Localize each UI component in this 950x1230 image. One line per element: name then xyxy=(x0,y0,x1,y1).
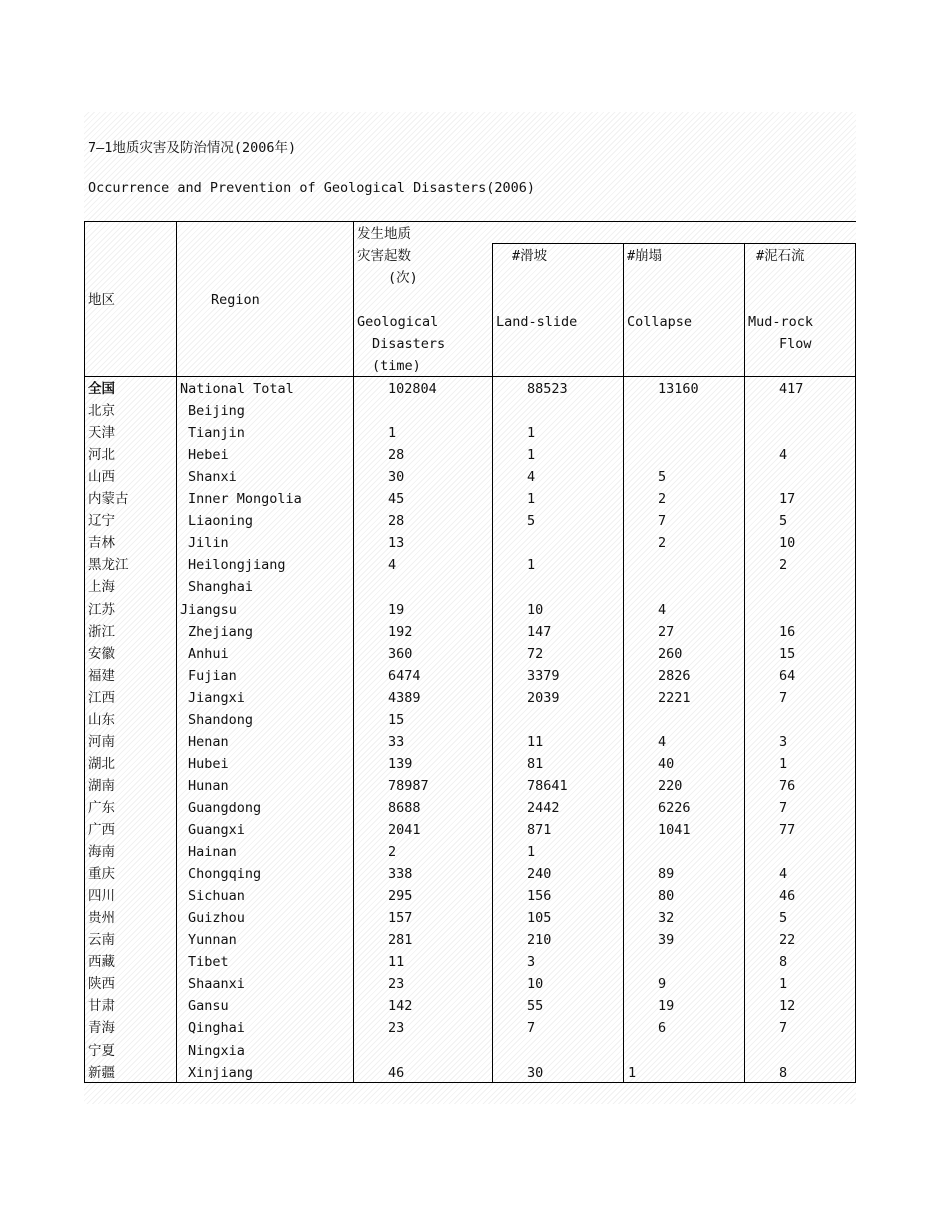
geo-disasters-cell: 139 xyxy=(388,755,413,772)
region-cn-cell: 山东 xyxy=(88,711,115,728)
header-region-en: Region xyxy=(211,292,260,308)
region-cn-cell: 甘肃 xyxy=(88,998,115,1015)
region-cn-cell: 广东 xyxy=(88,799,115,816)
region-cn-cell: 四川 xyxy=(88,888,115,905)
table-row xyxy=(0,689,950,711)
geo-disasters-cell: 142 xyxy=(388,998,413,1015)
header-landslide-cn: #滑坡 xyxy=(512,248,548,264)
geo-disasters-cell: 15 xyxy=(388,711,405,728)
table-row xyxy=(0,380,950,402)
table-row xyxy=(0,667,950,689)
region-cn-cell: 青海 xyxy=(88,1020,115,1037)
region-en-cell: Jiangxi xyxy=(188,689,245,706)
table-row xyxy=(0,556,950,578)
region-cn-cell: 山西 xyxy=(88,469,115,486)
region-cn-cell: 吉林 xyxy=(88,535,115,552)
mudflow-cell: 64 xyxy=(779,667,796,684)
header-mud-en-2: Flow xyxy=(779,336,812,352)
region-cn-cell: 河南 xyxy=(88,733,115,750)
geo-disasters-cell: 28 xyxy=(388,513,405,530)
mudflow-cell: 5 xyxy=(779,910,788,927)
region-cn-cell: 新疆 xyxy=(88,1064,115,1081)
region-cn-cell: 天津 xyxy=(88,425,115,442)
table-row xyxy=(0,821,950,843)
geo-disasters-cell: 13 xyxy=(388,535,405,552)
landslide-cell: 1 xyxy=(527,491,536,508)
collapse-cell: 9 xyxy=(658,976,667,993)
mudflow-cell: 1 xyxy=(779,976,788,993)
collapse-cell: 39 xyxy=(658,932,675,949)
region-en-cell: Xinjiang xyxy=(188,1064,254,1081)
collapse-cell: 4 xyxy=(658,601,667,618)
mudflow-cell: 76 xyxy=(779,777,796,794)
geo-disasters-cell: 2041 xyxy=(388,822,421,838)
table-row xyxy=(0,799,950,821)
region-en-cell: Ningxia xyxy=(188,1042,245,1059)
collapse-cell: 5 xyxy=(658,469,667,486)
collapse-cell: 4 xyxy=(658,733,667,750)
region-cn-cell: 湖北 xyxy=(88,755,115,772)
region-en-cell: Hubei xyxy=(188,755,229,772)
header-geo-en-2: Disasters xyxy=(372,336,446,352)
mudflow-cell: 12 xyxy=(779,998,796,1015)
landslide-cell: 10 xyxy=(527,601,544,618)
header-mud-cn: #泥石流 xyxy=(756,248,805,264)
mudflow-cell: 3 xyxy=(779,733,788,750)
region-cn-cell: 全国 xyxy=(88,381,115,397)
table-row xyxy=(0,843,950,865)
landslide-cell: 4 xyxy=(527,469,536,486)
geo-disasters-cell: 33 xyxy=(388,733,405,750)
landslide-cell: 81 xyxy=(527,755,544,772)
geo-disasters-cell: 46 xyxy=(388,1064,405,1081)
mudflow-cell: 2 xyxy=(779,557,788,574)
collapse-cell: 7 xyxy=(658,513,667,530)
landslide-cell: 1 xyxy=(527,557,536,574)
region-cn-cell: 宁夏 xyxy=(88,1042,115,1059)
table-row xyxy=(0,645,950,667)
geo-disasters-cell: 157 xyxy=(388,910,413,927)
region-en-cell: Tibet xyxy=(188,954,229,971)
geo-disasters-cell: 19 xyxy=(388,601,405,618)
landslide-cell: 3 xyxy=(527,954,536,971)
region-en-cell: Gansu xyxy=(188,998,229,1015)
header-geo-cn-2: 灾害起数 xyxy=(357,248,411,264)
region-cn-cell: 浙江 xyxy=(88,623,115,640)
landslide-cell: 210 xyxy=(527,932,552,949)
mudflow-cell: 7 xyxy=(779,689,788,706)
landslide-cell: 78641 xyxy=(527,777,568,794)
region-en-cell: Inner Mongolia xyxy=(188,491,302,508)
geo-disasters-cell: 28 xyxy=(388,447,405,464)
region-en-cell: Guangdong xyxy=(188,799,262,816)
table-row xyxy=(0,777,950,799)
collapse-cell: 6 xyxy=(658,1020,667,1037)
collapse-cell: 260 xyxy=(658,645,683,662)
region-en-cell: Liaoning xyxy=(188,513,254,530)
landslide-cell: 1 xyxy=(527,425,536,442)
table-row xyxy=(0,1064,950,1086)
geo-disasters-cell: 2 xyxy=(388,844,397,861)
geo-disasters-cell: 102804 xyxy=(388,381,437,397)
header-landslide-en: Land-slide xyxy=(496,314,578,330)
region-en-cell: Zhejiang xyxy=(188,623,254,640)
collapse-cell: 6226 xyxy=(658,799,691,816)
landslide-cell: 240 xyxy=(527,866,552,883)
region-cn-cell: 内蒙古 xyxy=(88,491,129,508)
mudflow-cell: 1 xyxy=(779,755,788,772)
landslide-cell: 871 xyxy=(527,822,552,838)
collapse-cell: 89 xyxy=(658,866,675,883)
header-geo-cn-1: 发生地质 xyxy=(357,226,411,242)
table-row xyxy=(0,909,950,931)
mudflow-cell: 8 xyxy=(779,1064,788,1081)
mudflow-cell: 4 xyxy=(779,866,788,883)
table-row xyxy=(0,997,950,1019)
mudflow-cell: 46 xyxy=(779,888,796,905)
geo-disasters-cell: 281 xyxy=(388,932,413,949)
collapse-cell: 13160 xyxy=(658,381,699,397)
region-cn-cell: 海南 xyxy=(88,844,115,861)
table-row xyxy=(0,623,950,645)
landslide-cell: 30 xyxy=(527,1064,544,1081)
geo-disasters-cell: 11 xyxy=(388,954,405,971)
mudflow-cell: 4 xyxy=(779,447,788,464)
collapse-cell: 1041 xyxy=(658,822,691,838)
table-row xyxy=(0,953,950,975)
table-row xyxy=(0,755,950,777)
table-row xyxy=(0,534,950,556)
table-row xyxy=(0,512,950,534)
landslide-cell: 11 xyxy=(527,733,544,750)
collapse-cell: 80 xyxy=(658,888,675,905)
landslide-cell: 105 xyxy=(527,910,552,927)
geo-disasters-cell: 295 xyxy=(388,888,413,905)
geo-disasters-cell: 192 xyxy=(388,623,413,640)
region-en-cell: Guizhou xyxy=(188,910,245,927)
geo-disasters-cell: 45 xyxy=(388,491,405,508)
table-row xyxy=(0,1042,950,1064)
geo-disasters-cell: 23 xyxy=(388,1020,405,1037)
region-en-cell: Hainan xyxy=(188,844,237,861)
table-row xyxy=(0,446,950,468)
region-en-cell: Shanghai xyxy=(188,579,254,596)
region-en-cell: Hebei xyxy=(188,447,229,464)
region-en-cell: Tianjin xyxy=(188,425,245,442)
table-title-en: Occurrence and Prevention of Geological Disasters(2006) xyxy=(88,180,536,196)
region-cn-cell: 安徽 xyxy=(88,645,115,662)
region-cn-cell: 湖南 xyxy=(88,777,115,794)
header-geo-cn-3: (次) xyxy=(388,270,418,286)
mudflow-cell: 16 xyxy=(779,623,796,640)
landslide-cell: 10 xyxy=(527,976,544,993)
landslide-cell: 72 xyxy=(527,645,544,662)
table-top-border xyxy=(84,221,856,222)
region-en-cell: Sichuan xyxy=(188,888,245,905)
geo-disasters-cell: 23 xyxy=(388,976,405,993)
region-en-cell: Shandong xyxy=(188,711,254,728)
region-en-cell: Henan xyxy=(188,733,229,750)
header-collapse-cn: #崩塌 xyxy=(627,248,663,264)
region-cn-cell: 江苏 xyxy=(88,601,115,618)
header-geo-en-1: Geological xyxy=(357,314,439,330)
landslide-cell: 88523 xyxy=(527,381,568,397)
collapse-cell: 220 xyxy=(658,777,683,794)
table-row xyxy=(0,887,950,909)
mudflow-cell: 15 xyxy=(779,645,796,662)
region-cn-cell: 上海 xyxy=(88,579,115,596)
region-en-cell: Shanxi xyxy=(188,469,237,486)
region-cn-cell: 福建 xyxy=(88,667,115,684)
geo-disasters-cell: 8688 xyxy=(388,799,421,816)
region-cn-cell: 广西 xyxy=(88,822,115,838)
region-en-cell: Yunnan xyxy=(188,932,237,949)
region-en-cell: Anhui xyxy=(188,645,229,662)
collapse-cell: 32 xyxy=(658,910,675,927)
landslide-cell: 55 xyxy=(527,998,544,1015)
table-title-cn: 7—1地质灾害及防治情况(2006年) xyxy=(88,140,297,156)
mudflow-cell: 7 xyxy=(779,799,788,816)
collapse-cell: 2 xyxy=(658,491,667,508)
mudflow-cell: 7 xyxy=(779,1020,788,1037)
region-cn-cell: 北京 xyxy=(88,403,115,420)
subheader-border xyxy=(492,243,856,244)
landslide-cell: 2442 xyxy=(527,799,560,816)
region-en-cell: Heilongjiang xyxy=(188,557,286,574)
table-row xyxy=(0,601,950,623)
landslide-cell: 7 xyxy=(527,1020,536,1037)
region-en-cell: Jilin xyxy=(188,535,229,552)
table-row xyxy=(0,490,950,512)
collapse-cell: 19 xyxy=(658,998,675,1015)
collapse-cell: 2826 xyxy=(658,667,691,684)
header-geo-en-3: (time) xyxy=(372,358,421,374)
collapse-cell: 1 xyxy=(628,1064,637,1081)
table-row xyxy=(0,578,950,600)
table-row xyxy=(0,468,950,490)
region-en-cell: Hunan xyxy=(188,777,229,794)
geo-disasters-cell: 360 xyxy=(388,645,413,662)
geo-disasters-cell: 78987 xyxy=(388,777,429,794)
region-cn-cell: 贵州 xyxy=(88,910,115,927)
table-row xyxy=(0,865,950,887)
landslide-cell: 156 xyxy=(527,888,552,905)
region-en-cell: Guangxi xyxy=(188,822,245,838)
header-region-cn: 地区 xyxy=(88,292,115,308)
collapse-cell: 27 xyxy=(658,623,675,640)
geo-disasters-cell: 1 xyxy=(388,425,397,442)
landslide-cell: 2039 xyxy=(527,689,560,706)
region-en-cell: Shaanxi xyxy=(188,976,245,993)
table-row xyxy=(0,424,950,446)
table-row xyxy=(0,931,950,953)
mudflow-cell: 22 xyxy=(779,932,796,949)
region-cn-cell: 西藏 xyxy=(88,954,115,971)
landslide-cell: 3379 xyxy=(527,667,560,684)
landslide-cell: 1 xyxy=(527,447,536,464)
landslide-cell: 147 xyxy=(527,623,552,640)
region-cn-cell: 云南 xyxy=(88,932,115,949)
table-row xyxy=(0,975,950,997)
mudflow-cell: 77 xyxy=(779,822,796,838)
region-en-cell: Chongqing xyxy=(188,866,262,883)
collapse-cell: 2 xyxy=(658,535,667,552)
landslide-cell: 5 xyxy=(527,513,536,530)
region-cn-cell: 江西 xyxy=(88,689,115,706)
header-collapse-en: Collapse xyxy=(627,314,693,330)
collapse-cell: 2221 xyxy=(658,689,691,706)
region-en-cell: Fujian xyxy=(188,667,237,684)
collapse-cell: 40 xyxy=(658,755,675,772)
geo-disasters-cell: 4 xyxy=(388,557,397,574)
region-en-cell: Beijing xyxy=(188,403,245,420)
region-cn-cell: 河北 xyxy=(88,447,115,464)
mudflow-cell: 5 xyxy=(779,513,788,530)
region-en-cell: National Total xyxy=(180,381,294,397)
geo-disasters-cell: 30 xyxy=(388,469,405,486)
header-bottom-border xyxy=(84,376,856,377)
mudflow-cell: 417 xyxy=(779,381,804,397)
region-en-cell: Jiangsu xyxy=(180,601,237,618)
region-cn-cell: 黑龙江 xyxy=(88,557,129,574)
table-row xyxy=(0,733,950,755)
table-row xyxy=(0,711,950,733)
region-cn-cell: 重庆 xyxy=(88,866,115,883)
table-row xyxy=(0,1019,950,1041)
header-mud-en-1: Mud-rock xyxy=(748,314,814,330)
landslide-cell: 1 xyxy=(527,844,536,861)
region-en-cell: Qinghai xyxy=(188,1020,245,1037)
region-cn-cell: 陕西 xyxy=(88,976,115,993)
mudflow-cell: 10 xyxy=(779,535,796,552)
geo-disasters-cell: 4389 xyxy=(388,689,421,706)
table-row xyxy=(0,402,950,424)
mudflow-cell: 17 xyxy=(779,491,796,508)
mudflow-cell: 8 xyxy=(779,954,788,971)
geo-disasters-cell: 6474 xyxy=(388,667,421,684)
region-cn-cell: 辽宁 xyxy=(88,513,115,530)
geo-disasters-cell: 338 xyxy=(388,866,413,883)
